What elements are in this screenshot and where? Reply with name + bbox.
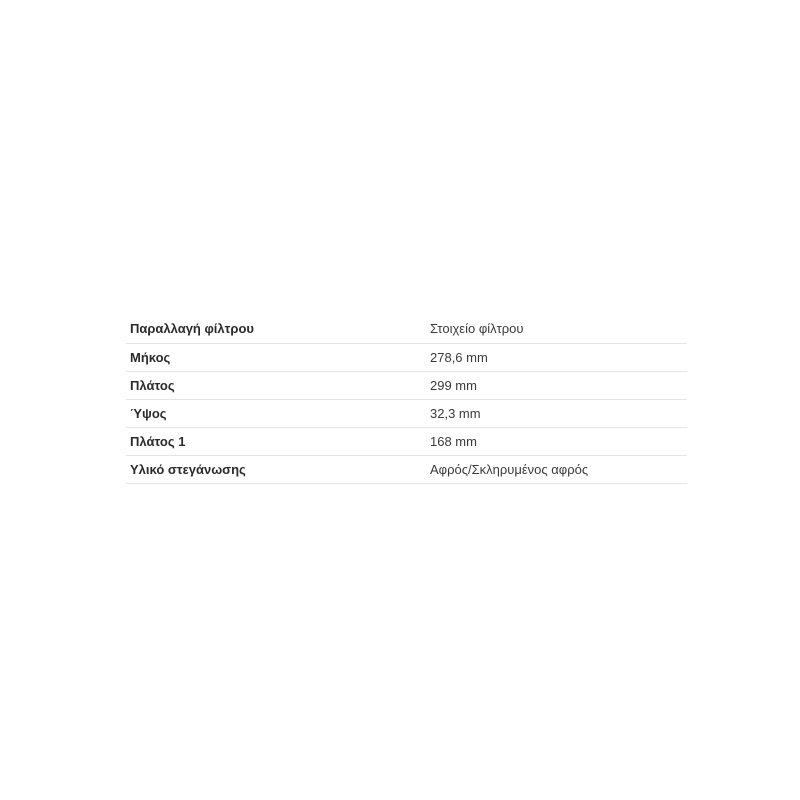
spec-label: Παραλλαγή φίλτρου <box>126 315 426 343</box>
table-row <box>126 455 687 483</box>
spec-value: 278,6 mm <box>426 343 687 371</box>
table-row <box>126 371 687 399</box>
spec-value: Στοιχείο φίλτρου <box>426 315 687 343</box>
spec-label: Μήκος <box>126 343 426 371</box>
spec-label: Πλάτος <box>126 371 426 399</box>
spec-label: Ύψος <box>126 399 426 427</box>
table-row <box>126 343 687 371</box>
spec-value: 168 mm <box>426 427 687 455</box>
spec-value: 299 mm <box>426 371 687 399</box>
spec-value: Αφρός/Σκληρυμένος αφρός <box>426 455 687 483</box>
spec-label: Υλικό στεγάνωσης <box>126 455 426 483</box>
table-row <box>126 399 687 427</box>
specifications-table <box>126 315 687 484</box>
table-row <box>126 427 687 455</box>
table-row <box>126 315 687 343</box>
spec-value: 32,3 mm <box>426 399 687 427</box>
spec-label: Πλάτος 1 <box>126 427 426 455</box>
